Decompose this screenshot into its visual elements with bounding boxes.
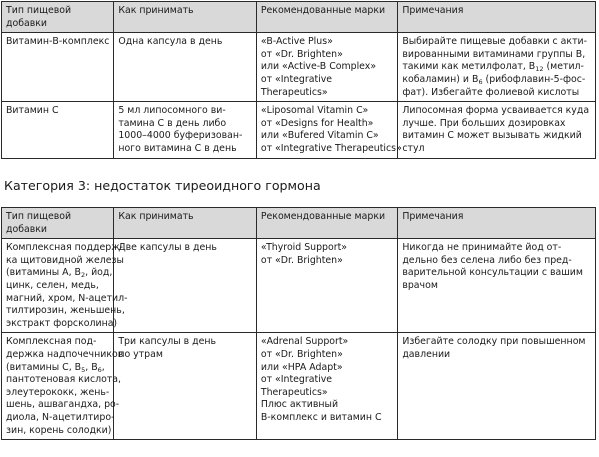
header-how-cell: Как принимать: [114, 2, 257, 33]
cell-line: кобаламин) и $B_6$ (рибофлавин-5-фос-: [402, 73, 586, 86]
category-title: Категория 3: недостаток тиреоидного гормона: [4, 178, 321, 193]
cell-line: варительной консультации с вашим: [402, 267, 583, 279]
cell-line: элеутерококк, жень-: [6, 386, 110, 398]
table-header-row: [2, 2, 596, 33]
cell-line: Therapeutics»: [260, 386, 328, 398]
cell-line: от «Integrative: [260, 73, 333, 85]
table-row: [2, 333, 596, 440]
header-type-cell: [2, 208, 114, 239]
header-brands-cell: Рекомендованные марки: [256, 208, 397, 239]
cell-line: «B-Active Plus»: [260, 36, 333, 48]
cell-line: от «Integrative Therapeutics»: [260, 142, 402, 154]
cell-line: «Thyroid Support»: [260, 242, 348, 254]
table-row: [2, 239, 596, 333]
brands-cell: [256, 239, 397, 333]
cell-line: или «Bufered Vitamin C»: [260, 130, 379, 142]
how-cell: [114, 33, 257, 102]
cell-line: стул: [402, 142, 425, 154]
cell-line: Выбирайте пищевые добавки с акти-: [402, 36, 588, 48]
cell-line: от «Designs for Health»: [260, 117, 374, 129]
notes-cell: [398, 102, 596, 158]
cell-line: Комплексная поддерж-: [6, 242, 124, 254]
cell-line: или «Active-B Complex»: [260, 61, 377, 73]
header-notes-cell: Примечания: [398, 208, 596, 239]
cell-line: от «Dr. Brighten»: [260, 348, 343, 360]
cell-line: или «HPA Adapt»: [260, 361, 343, 373]
cell-line: магний, хром, N-ацетил-: [6, 292, 128, 304]
cell-line: цинк, селен, медь,: [6, 279, 99, 291]
cell-line: зин, корень солодки): [6, 424, 112, 436]
cell-line: вированными витаминами группы B,: [402, 48, 586, 60]
cell-line: добавки: [6, 223, 48, 235]
header-how-cell: Как принимать: [114, 208, 257, 239]
cell-line: Витамин С: [6, 105, 59, 117]
cell-line: пантотеновая кислота,: [6, 374, 122, 386]
header-type-cell: [2, 2, 114, 33]
cell-line: Комплексная под-: [6, 336, 97, 348]
cell-line: от «Dr. Brighten»: [260, 254, 343, 266]
type-cell: [2, 102, 114, 158]
cell-line: тилтирозин, женьшень,: [6, 305, 125, 317]
cell-line: витамин С может вызывать жидкий: [402, 130, 582, 142]
cell-line: держка надпочечников: [6, 348, 124, 360]
cell-line: фат). Избегайте фолиевой кислоты: [402, 86, 580, 98]
cell-line: (витамины С, $B_5$, $B_6$,: [6, 361, 105, 374]
cell-line: Плюс активный: [260, 399, 339, 411]
cell-line: лучше. При больших дозировках: [402, 117, 566, 129]
header-brands-cell: Рекомендованные марки: [256, 2, 397, 33]
cell-line: Одна капсула в день: [118, 36, 223, 48]
cell-line: Липосомная форма усваивается куда: [402, 105, 590, 117]
cell-line: B-комплекс и витамин С: [260, 411, 382, 423]
cell-line: 1000–4000 буферизован-: [118, 130, 243, 142]
supplements-table-2: [1, 207, 596, 440]
cell-line: добавки: [6, 17, 48, 29]
table-header-row: [2, 208, 596, 239]
cell-line: ка щитовидной железы: [6, 254, 124, 266]
table-row: [2, 102, 596, 158]
cell-line: Три капсулы в день: [118, 336, 217, 348]
cell-line: Избегайте солодку при повышенном: [402, 336, 586, 348]
type-cell: [2, 239, 128, 333]
cell-line: ного витамина С в день: [118, 142, 237, 154]
cell-line: давлении: [402, 348, 451, 360]
brands-cell: [256, 333, 397, 440]
cell-line: шень, ашвагандха, ро-: [6, 399, 120, 411]
cell-line: такими как метилфолат, $B_{12}$ (метил-: [402, 61, 584, 74]
how-cell: [114, 239, 257, 333]
notes-cell: [398, 239, 596, 333]
cell-line: Therapeutics»: [260, 86, 328, 98]
cell-line: врачом: [402, 279, 438, 291]
cell-line: «Adrenal Support»: [260, 336, 349, 348]
cell-line: Две капсулы в день: [118, 242, 217, 254]
cell-line: Тип пищевой: [6, 211, 72, 222]
cell-line: от «Dr. Brighten»: [260, 48, 343, 60]
notes-cell: [398, 333, 596, 440]
notes-cell: [398, 33, 596, 102]
cell-line: Никогда не принимайте йод от-: [402, 242, 562, 254]
cell-line: 5 мл липосомного ви-: [118, 105, 226, 117]
cell-line: по утрам: [118, 348, 163, 360]
cell-line: дельно без селена либо без пред-: [402, 254, 572, 266]
cell-line: экстракт форсколина): [6, 317, 118, 329]
how-cell: [114, 102, 257, 158]
type-cell: [2, 333, 124, 440]
cell-line: от «Integrative: [260, 374, 333, 386]
brands-cell: [256, 102, 402, 158]
cell-line: «Liposomal Vitamin C»: [260, 105, 369, 117]
cell-line: Витамин-B-комплекс: [6, 36, 110, 48]
cell-line: тамина С в день либо: [118, 117, 227, 129]
table-row: [2, 33, 596, 102]
brands-cell: [256, 33, 397, 102]
type-cell: [2, 33, 114, 102]
how-cell: [114, 333, 257, 440]
cell-line: (витамины А, $B_2$, йод,: [6, 267, 113, 280]
supplements-table-1: [1, 1, 596, 159]
header-notes-cell: Примечания: [398, 2, 596, 33]
cell-line: Тип пищевой: [6, 5, 72, 16]
cell-line: диола, N-ацетилтиро-: [6, 411, 115, 423]
